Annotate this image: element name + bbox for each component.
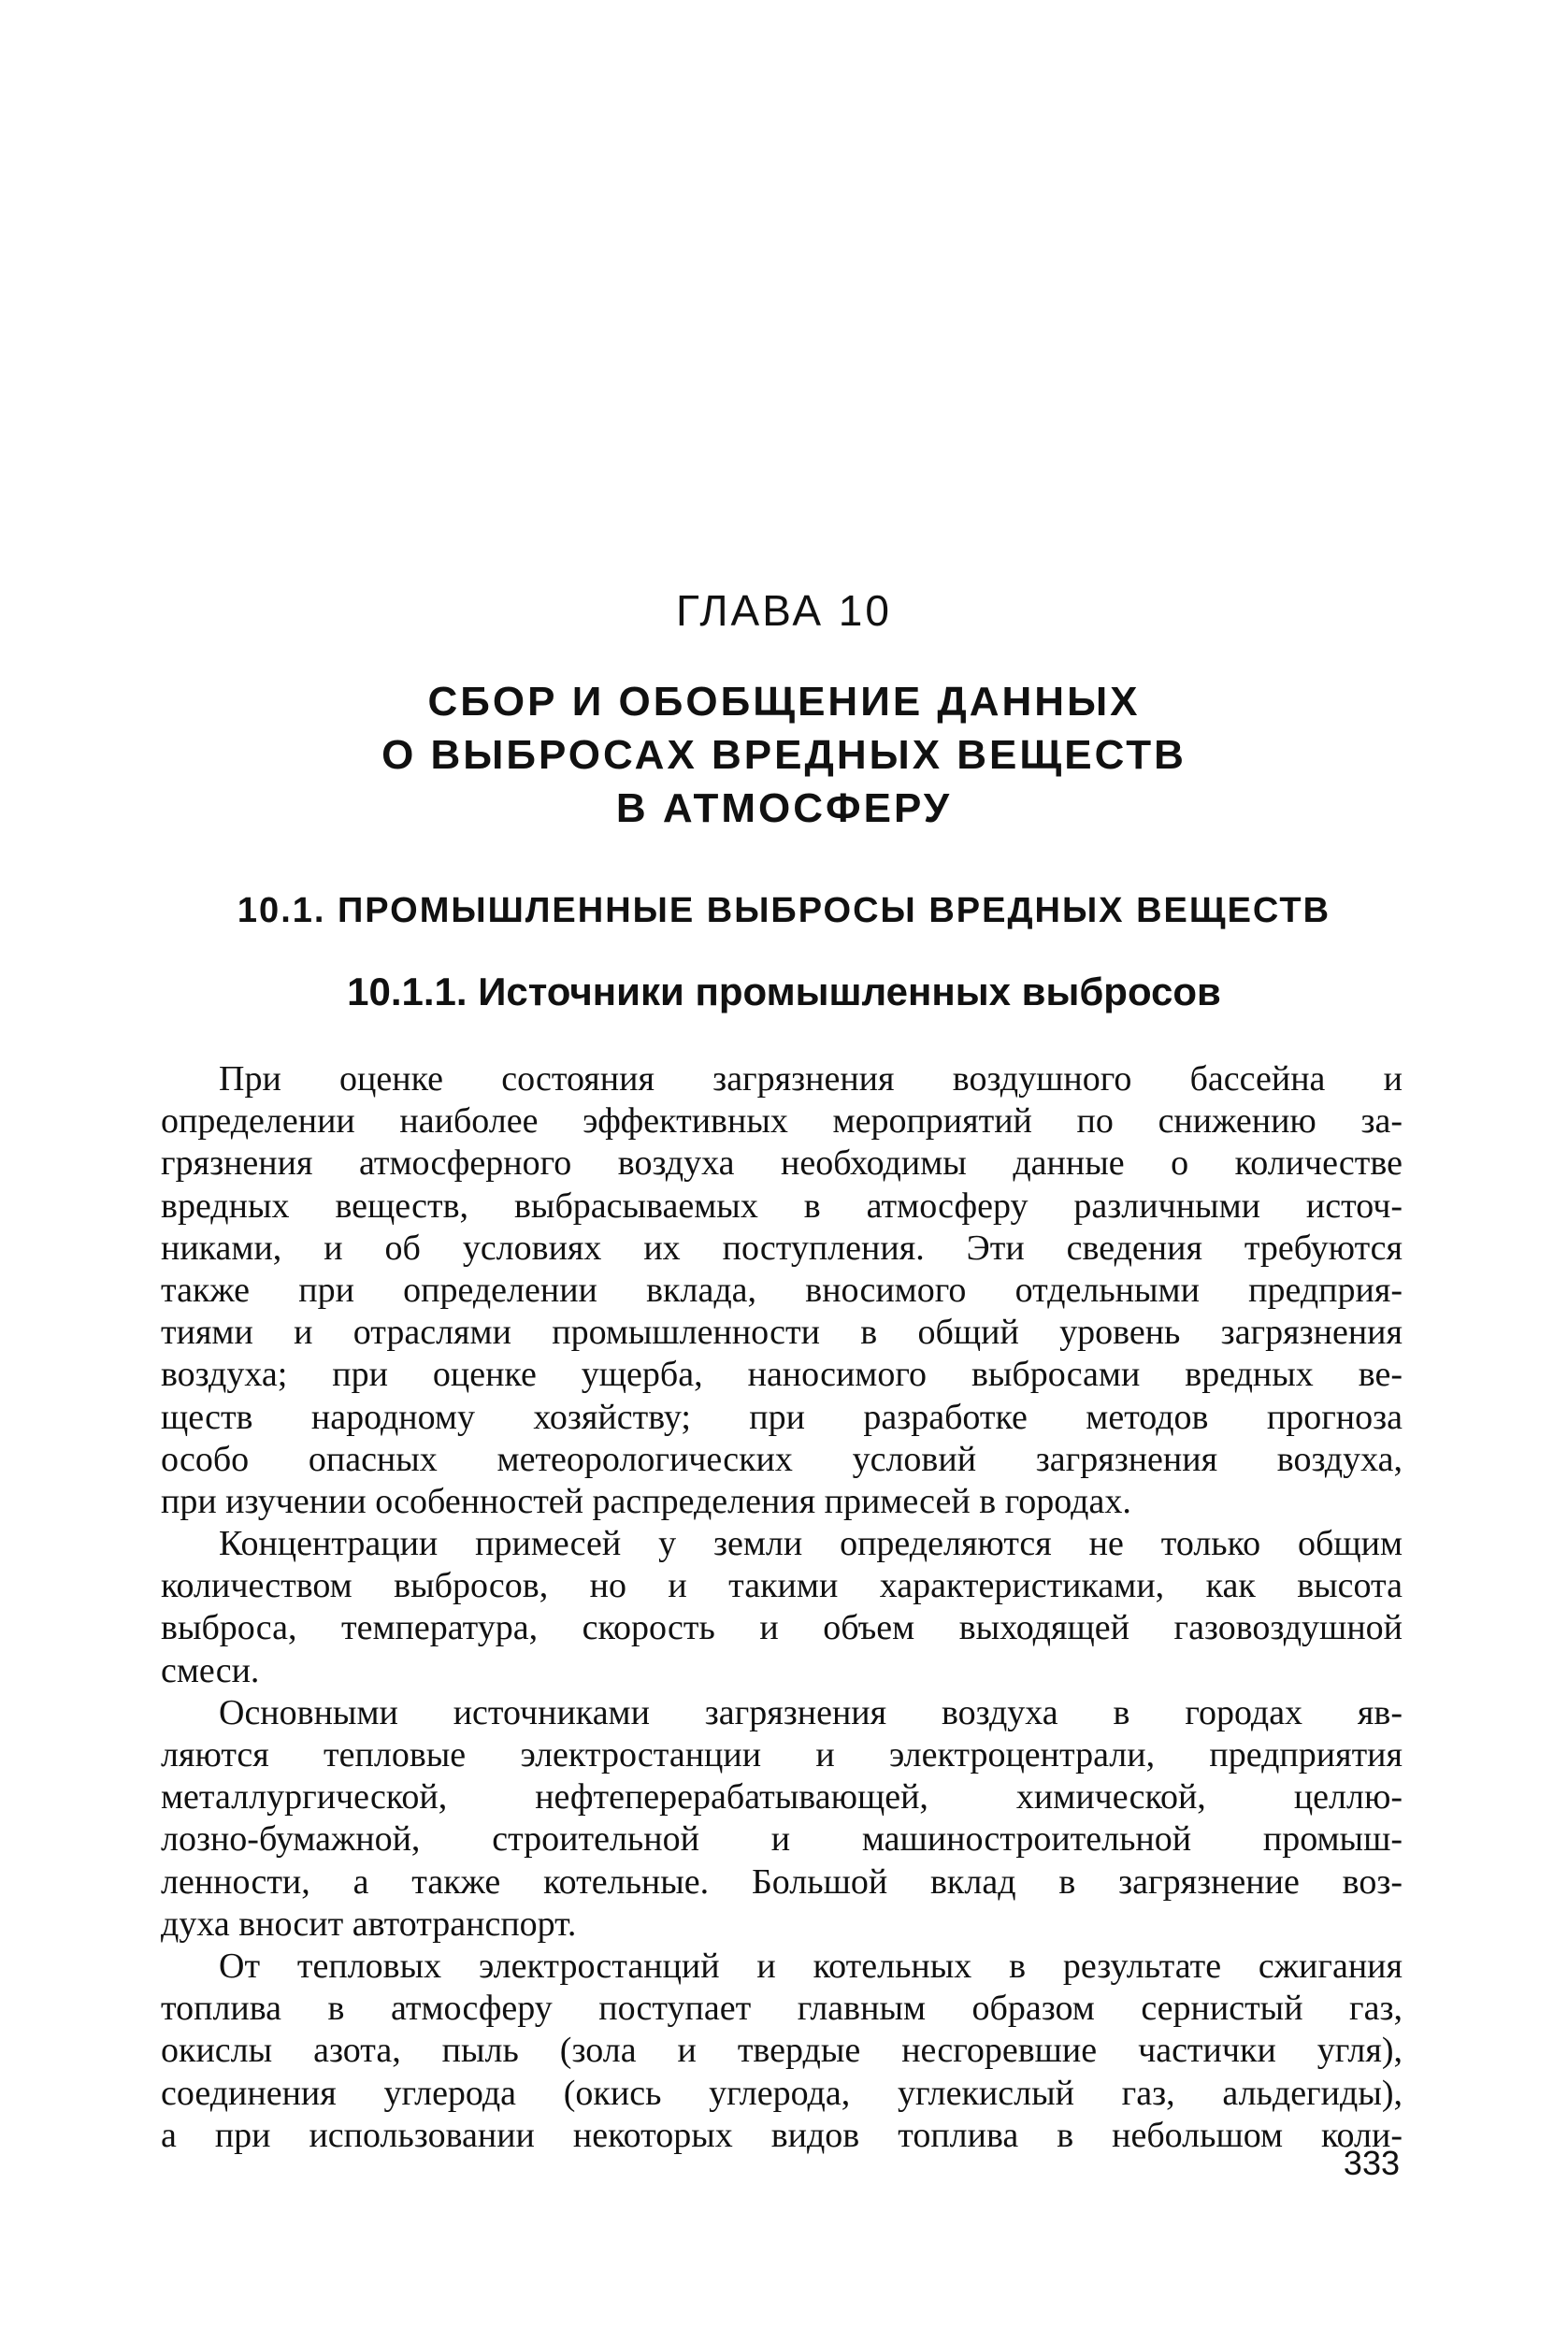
text-line: выброса, температура, скорость и объем выходящей газовоздушной: [161, 1608, 1403, 1648]
text-line: лозно-бумажной, строительной и машиностроительной промыш-: [161, 1819, 1403, 1860]
text-line: определении наиболее эффективных мероприятий по снижению за-: [161, 1101, 1403, 1142]
chapter-label: ГЛАВА 10: [676, 586, 892, 635]
text-line: При оценке состояния загрязнения воздушного бассейна и: [219, 1059, 1403, 1099]
text-line: Концентрации примесей у земли определяются не только общим: [219, 1524, 1403, 1564]
body-text: [161, 1058, 1403, 2157]
text-line: соединения углерода (окись углерода, углекислый газ, альдегиды),: [161, 2073, 1403, 2113]
text-line: воздуха; при оценке ущерба, наносимого выбросами вредных ве-: [161, 1355, 1403, 1395]
chapter-title-line: СБОР И ОБОБЩЕНИЕ ДАННЫХ: [427, 679, 1141, 725]
text-line: особо опасных метеорологических условий загрязнения воздуха,: [161, 1439, 1403, 1479]
text-line: ляются тепловые электростанции и электроцентрали, предприятия: [161, 1735, 1403, 1774]
subsection-heading: 10.1.1. Источники промышленных выбросов: [347, 970, 1221, 1013]
text-line: окислы азота, пыль (зола и твердые несгоревшие частички угля),: [161, 2031, 1403, 2071]
text-line: ществ народному хозяйству; при разработке методов прогноза: [161, 1397, 1403, 1437]
section-heading: 10.1. ПРОМЫШЛЕННЫЕ ВЫБРОСЫ ВРЕДНЫХ ВЕЩЕСТВ: [237, 891, 1331, 930]
text-line: также при определении вклада, вносимого отдельными предприя-: [161, 1270, 1403, 1310]
text-line: смеси.: [161, 1650, 260, 1690]
text-line: топлива в атмосферу поступает главным образом сернистый газ,: [161, 1989, 1403, 2029]
text-line: грязнения атмосферного воздуха необходимы данные о количестве: [161, 1143, 1403, 1184]
chapter-title-line: В АТМОСФЕРУ: [615, 785, 953, 831]
chapter-title: [0, 675, 1568, 835]
text-line: От тепловых электростанций и котельных в результате сжигания: [219, 1946, 1403, 1986]
page-number: 333: [1343, 2144, 1400, 2182]
text-line: вредных веществ, выбрасываемых в атмосферу различными источ-: [161, 1185, 1403, 1226]
text-line: а при использовании некоторых видов топлива в небольшом коли-: [161, 2115, 1403, 2155]
text-line: никами, и об условиях их поступления. Эти сведения требуются: [161, 1228, 1403, 1268]
text-line: Основными источниками загрязнения воздуха в городах яв-: [219, 1692, 1403, 1732]
text-line: металлургической, нефтеперерабатывающей, химической, целлю-: [161, 1777, 1403, 1818]
text-line: количеством выбросов, но и такими характеристиками, как высота: [161, 1566, 1403, 1606]
text-line: тиями и отраслями промышленности в общий уровень загрязнения: [161, 1313, 1403, 1353]
text-line: духа вносит автотранспорт.: [161, 1904, 577, 1944]
text-line: при изучении особенностей распределения примесей в городах.: [161, 1481, 1131, 1521]
chapter-title-line: О ВЫБРОСАХ ВРЕДНЫХ ВЕЩЕСТВ: [381, 732, 1187, 778]
text-line: ленности, а также котельные. Большой вклад в загрязнение воз-: [161, 1861, 1403, 1902]
